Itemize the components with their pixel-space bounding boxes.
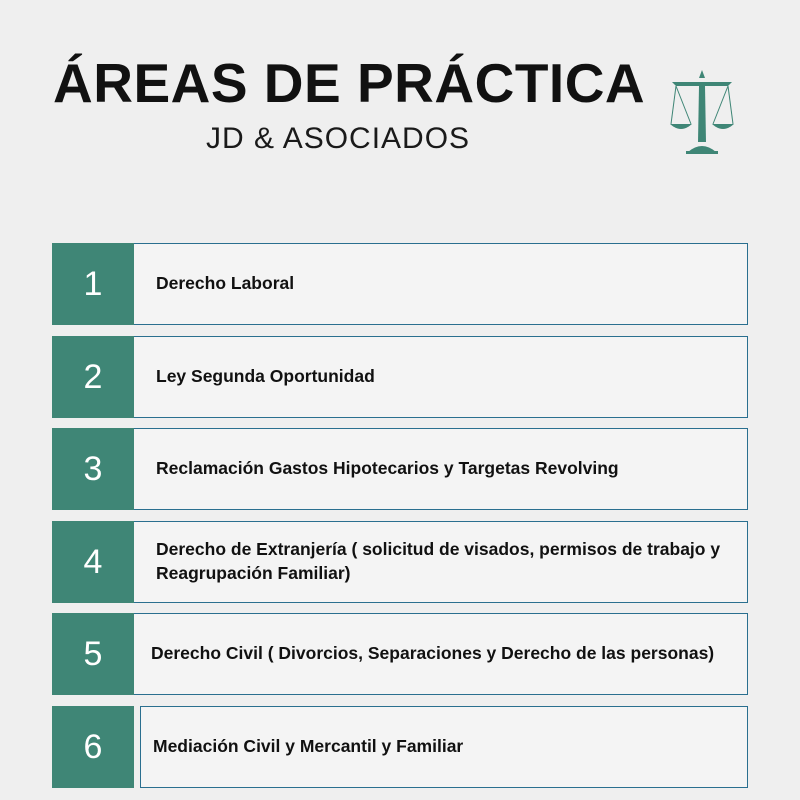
firm-name: JD & ASOCIADOS — [206, 122, 471, 155]
practice-area-item — [52, 428, 748, 510]
practice-area-label-box — [134, 243, 748, 325]
practice-area-number: 1 — [52, 243, 134, 325]
practice-area-item — [52, 243, 748, 325]
page-title: ÁREAS DE PRÁCTICA — [53, 52, 646, 114]
practice-area-item — [52, 521, 748, 603]
practice-area-item — [52, 613, 748, 695]
practice-area-label: Reclamación Gastos Hipotecarios y Targetas Revolving — [156, 458, 619, 479]
practice-area-label-box — [134, 428, 748, 510]
practice-area-label-box — [134, 613, 748, 695]
practice-area-item — [52, 336, 748, 418]
practice-area-label-box — [134, 521, 748, 603]
practice-area-number: 4 — [52, 521, 134, 603]
practice-area-label: Derecho Civil ( Divorcios, Separaciones y Derecho de las personas) — [151, 643, 715, 664]
practice-area-number: 5 — [52, 613, 134, 695]
practice-area-number: 2 — [52, 336, 134, 418]
practice-area-number: 6 — [52, 706, 134, 788]
practice-area-label: Ley Segunda Oportunidad — [156, 366, 375, 387]
practice-area-label-box — [140, 706, 748, 788]
practice-area-label: Derecho Laboral — [156, 273, 295, 294]
practice-area-number: 3 — [52, 428, 134, 510]
practice-area-label: Mediación Civil y Mercantil y Familiar — [153, 736, 464, 757]
practice-area-item — [52, 706, 748, 788]
practice-area-label: Derecho de Extranjería ( solicitud de visados, permisos de trabajo y Reagrupación Familiar) — [156, 539, 721, 583]
practice-area-label-box — [134, 336, 748, 418]
scales-of-justice-icon — [668, 68, 736, 158]
